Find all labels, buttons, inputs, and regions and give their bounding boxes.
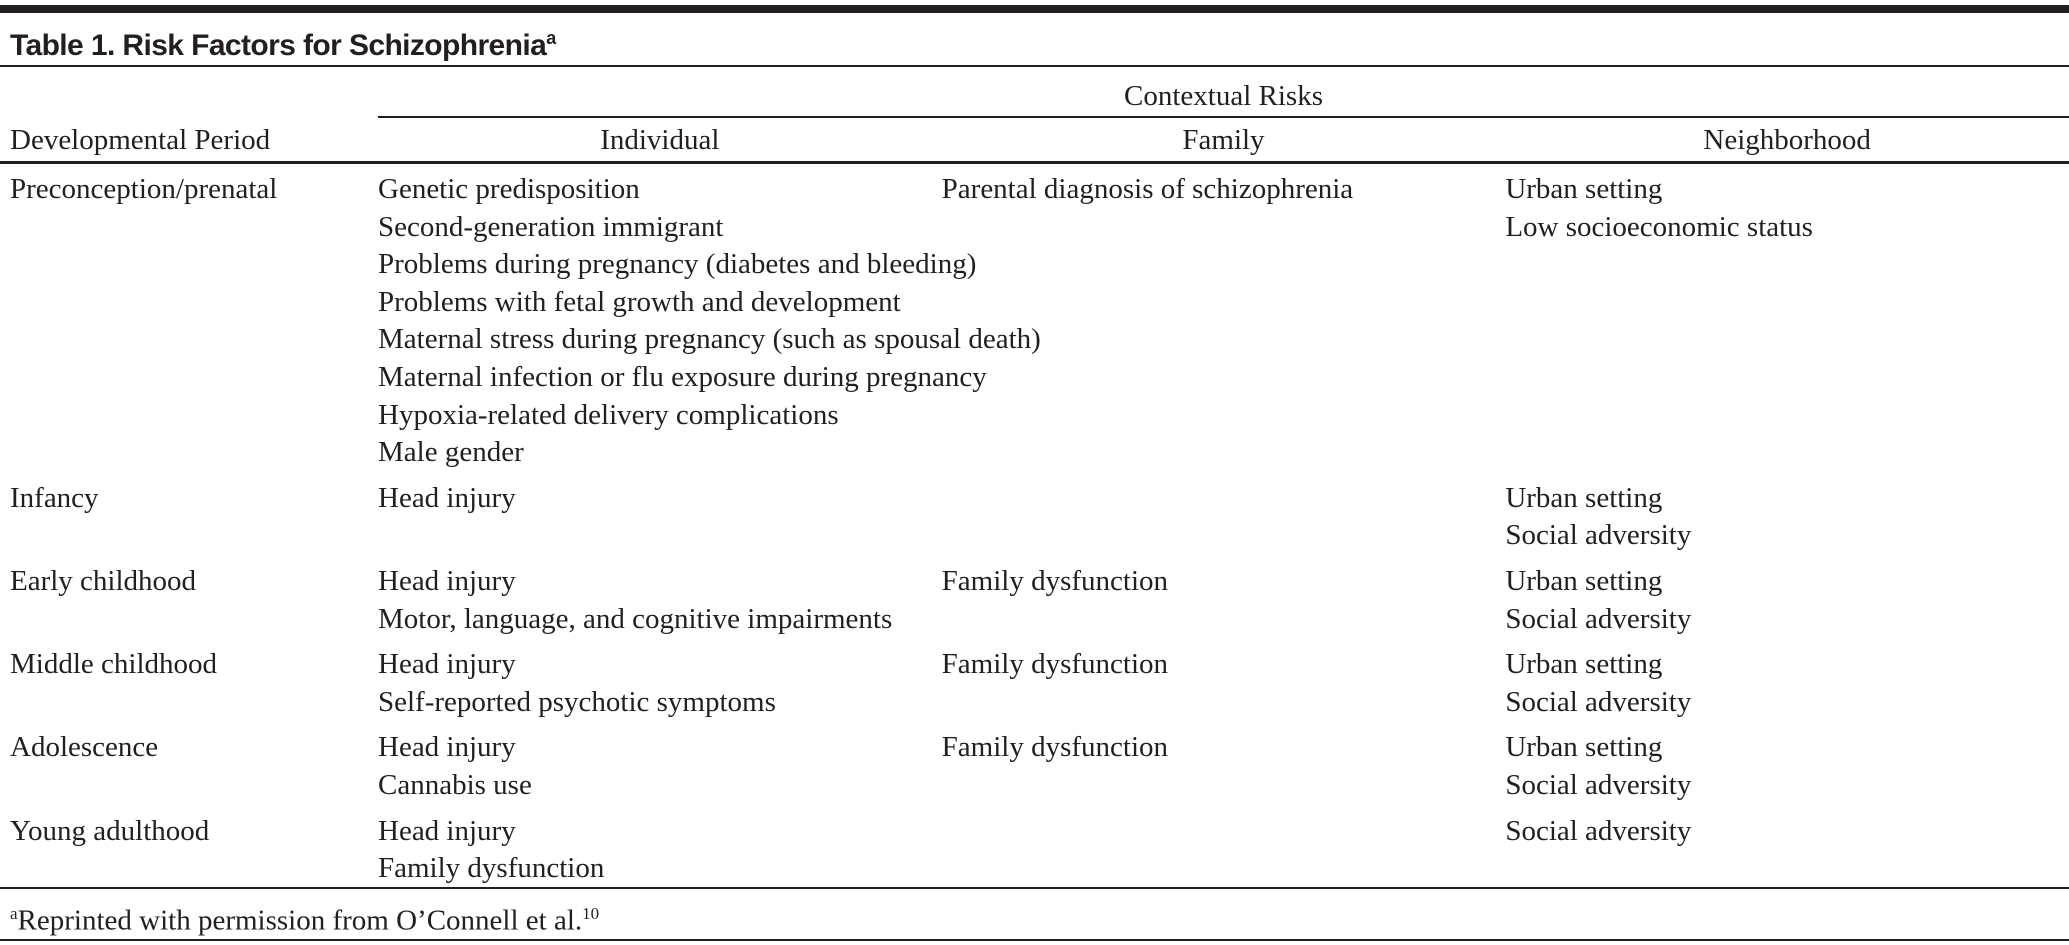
period-cell: [0, 563, 378, 646]
period-cell: [0, 480, 378, 563]
table-row: [0, 813, 2069, 896]
risk-factor: Head injury: [378, 731, 516, 764]
period-label: Middle childhood: [10, 648, 218, 681]
neighborhood-cell: [1505, 480, 2069, 563]
risk-factor: Maternal stress during pregnancy (such as spousal death): [378, 323, 1041, 356]
period-cell: [0, 813, 378, 896]
risk-factor: Head injury: [378, 481, 516, 514]
risk-factor: Social adversity: [1505, 768, 1692, 801]
neighborhood-cell: [1505, 646, 2069, 729]
risk-factor: Self-reported psychotic symptoms: [378, 685, 776, 718]
table-row: [0, 646, 2069, 729]
risk-factor: Social adversity: [1505, 685, 1692, 718]
risk-factors-table: [0, 70, 2069, 896]
table-row: [0, 563, 2069, 646]
risk-factor: Family dysfunction: [941, 731, 1169, 764]
neighborhood-cell: [1505, 729, 2069, 812]
risk-factor: Urban setting: [1505, 648, 1663, 681]
risk-factor: Head injury: [378, 564, 516, 597]
period-label: Preconception/prenatal: [10, 173, 278, 205]
family-cell: [942, 813, 1506, 896]
family-cell: [942, 729, 1506, 812]
footnote-marker: a: [10, 904, 18, 923]
footnote-text: Reprinted with permission from O’Connell et al.: [17, 904, 583, 937]
risk-factor: Low socioeconomic status: [1505, 210, 1813, 243]
risk-factor: Social adversity: [1505, 519, 1692, 552]
risk-factor: Cannabis use: [378, 768, 532, 801]
risk-factor: Urban setting: [1505, 173, 1663, 205]
risk-factor: Social adversity: [1505, 602, 1692, 635]
table-title: [10, 18, 556, 66]
period-label: Adolescence: [10, 731, 159, 764]
group-header: Contextual Risks: [1124, 80, 1323, 112]
table-footnote: [10, 895, 599, 940]
column-header-neighborhood: Neighborhood: [1703, 124, 1871, 156]
risk-factor: Urban setting: [1505, 731, 1663, 764]
risk-factor: Family dysfunction: [378, 852, 605, 885]
title-rule: [0, 65, 2069, 67]
column-header-period: Developmental Period: [10, 124, 271, 156]
table-row: [0, 480, 2069, 563]
period-cell: [0, 646, 378, 729]
neighborhood-cell: [1505, 171, 2069, 480]
footnote-reference: 10: [582, 904, 600, 923]
period-cell: [0, 729, 378, 812]
period-cell: [0, 171, 378, 480]
risk-factor: Family dysfunction: [941, 564, 1169, 597]
risk-factor: Problems during pregnancy (diabetes and bleeding): [378, 248, 977, 281]
individual-cell: [378, 480, 942, 563]
individual-cell: [378, 646, 942, 729]
risk-factor: Maternal infection or flu exposure during pregnancy: [378, 360, 987, 393]
risk-factor: Parental diagnosis of schizophrenia: [941, 173, 1354, 205]
risk-factor: Family dysfunction: [941, 648, 1169, 681]
risk-factor: Head injury: [378, 814, 516, 847]
period-label: Young adulthood: [10, 814, 210, 847]
top-rule: [0, 5, 2069, 13]
risk-factor: Problems with fetal growth and development: [378, 285, 901, 318]
neighborhood-cell: [1505, 813, 2069, 896]
risk-factor: Genetic predisposition: [378, 173, 640, 205]
table-row: [0, 171, 2069, 480]
risk-factor: Second-generation immigrant: [378, 210, 724, 243]
family-cell: [942, 480, 1506, 563]
period-label: Early childhood: [10, 564, 197, 597]
column-header-individual: Individual: [600, 124, 720, 156]
risk-factor: Motor, language, and cognitive impairments: [378, 602, 893, 635]
individual-cell: [378, 813, 942, 896]
family-cell: [942, 563, 1506, 646]
title-footnote-marker: a: [546, 28, 556, 48]
individual-cell: [378, 563, 942, 646]
neighborhood-cell: [1505, 563, 2069, 646]
risk-factor: Urban setting: [1505, 481, 1663, 514]
family-cell: [942, 646, 1506, 729]
risk-factor: Head injury: [378, 648, 516, 681]
risk-factor: Male gender: [378, 436, 524, 469]
risk-factor: Social adversity: [1505, 814, 1692, 847]
table-title-text: Table 1. Risk Factors for Schizophrenia: [10, 29, 547, 62]
table-row: [0, 729, 2069, 812]
period-label: Infancy: [10, 481, 99, 514]
individual-cell: [378, 729, 942, 812]
column-header-family: Family: [1182, 124, 1265, 156]
individual-cell: [378, 171, 1041, 480]
risk-factor: Hypoxia-related delivery complications: [378, 398, 839, 431]
risk-factor: Urban setting: [1505, 564, 1663, 597]
